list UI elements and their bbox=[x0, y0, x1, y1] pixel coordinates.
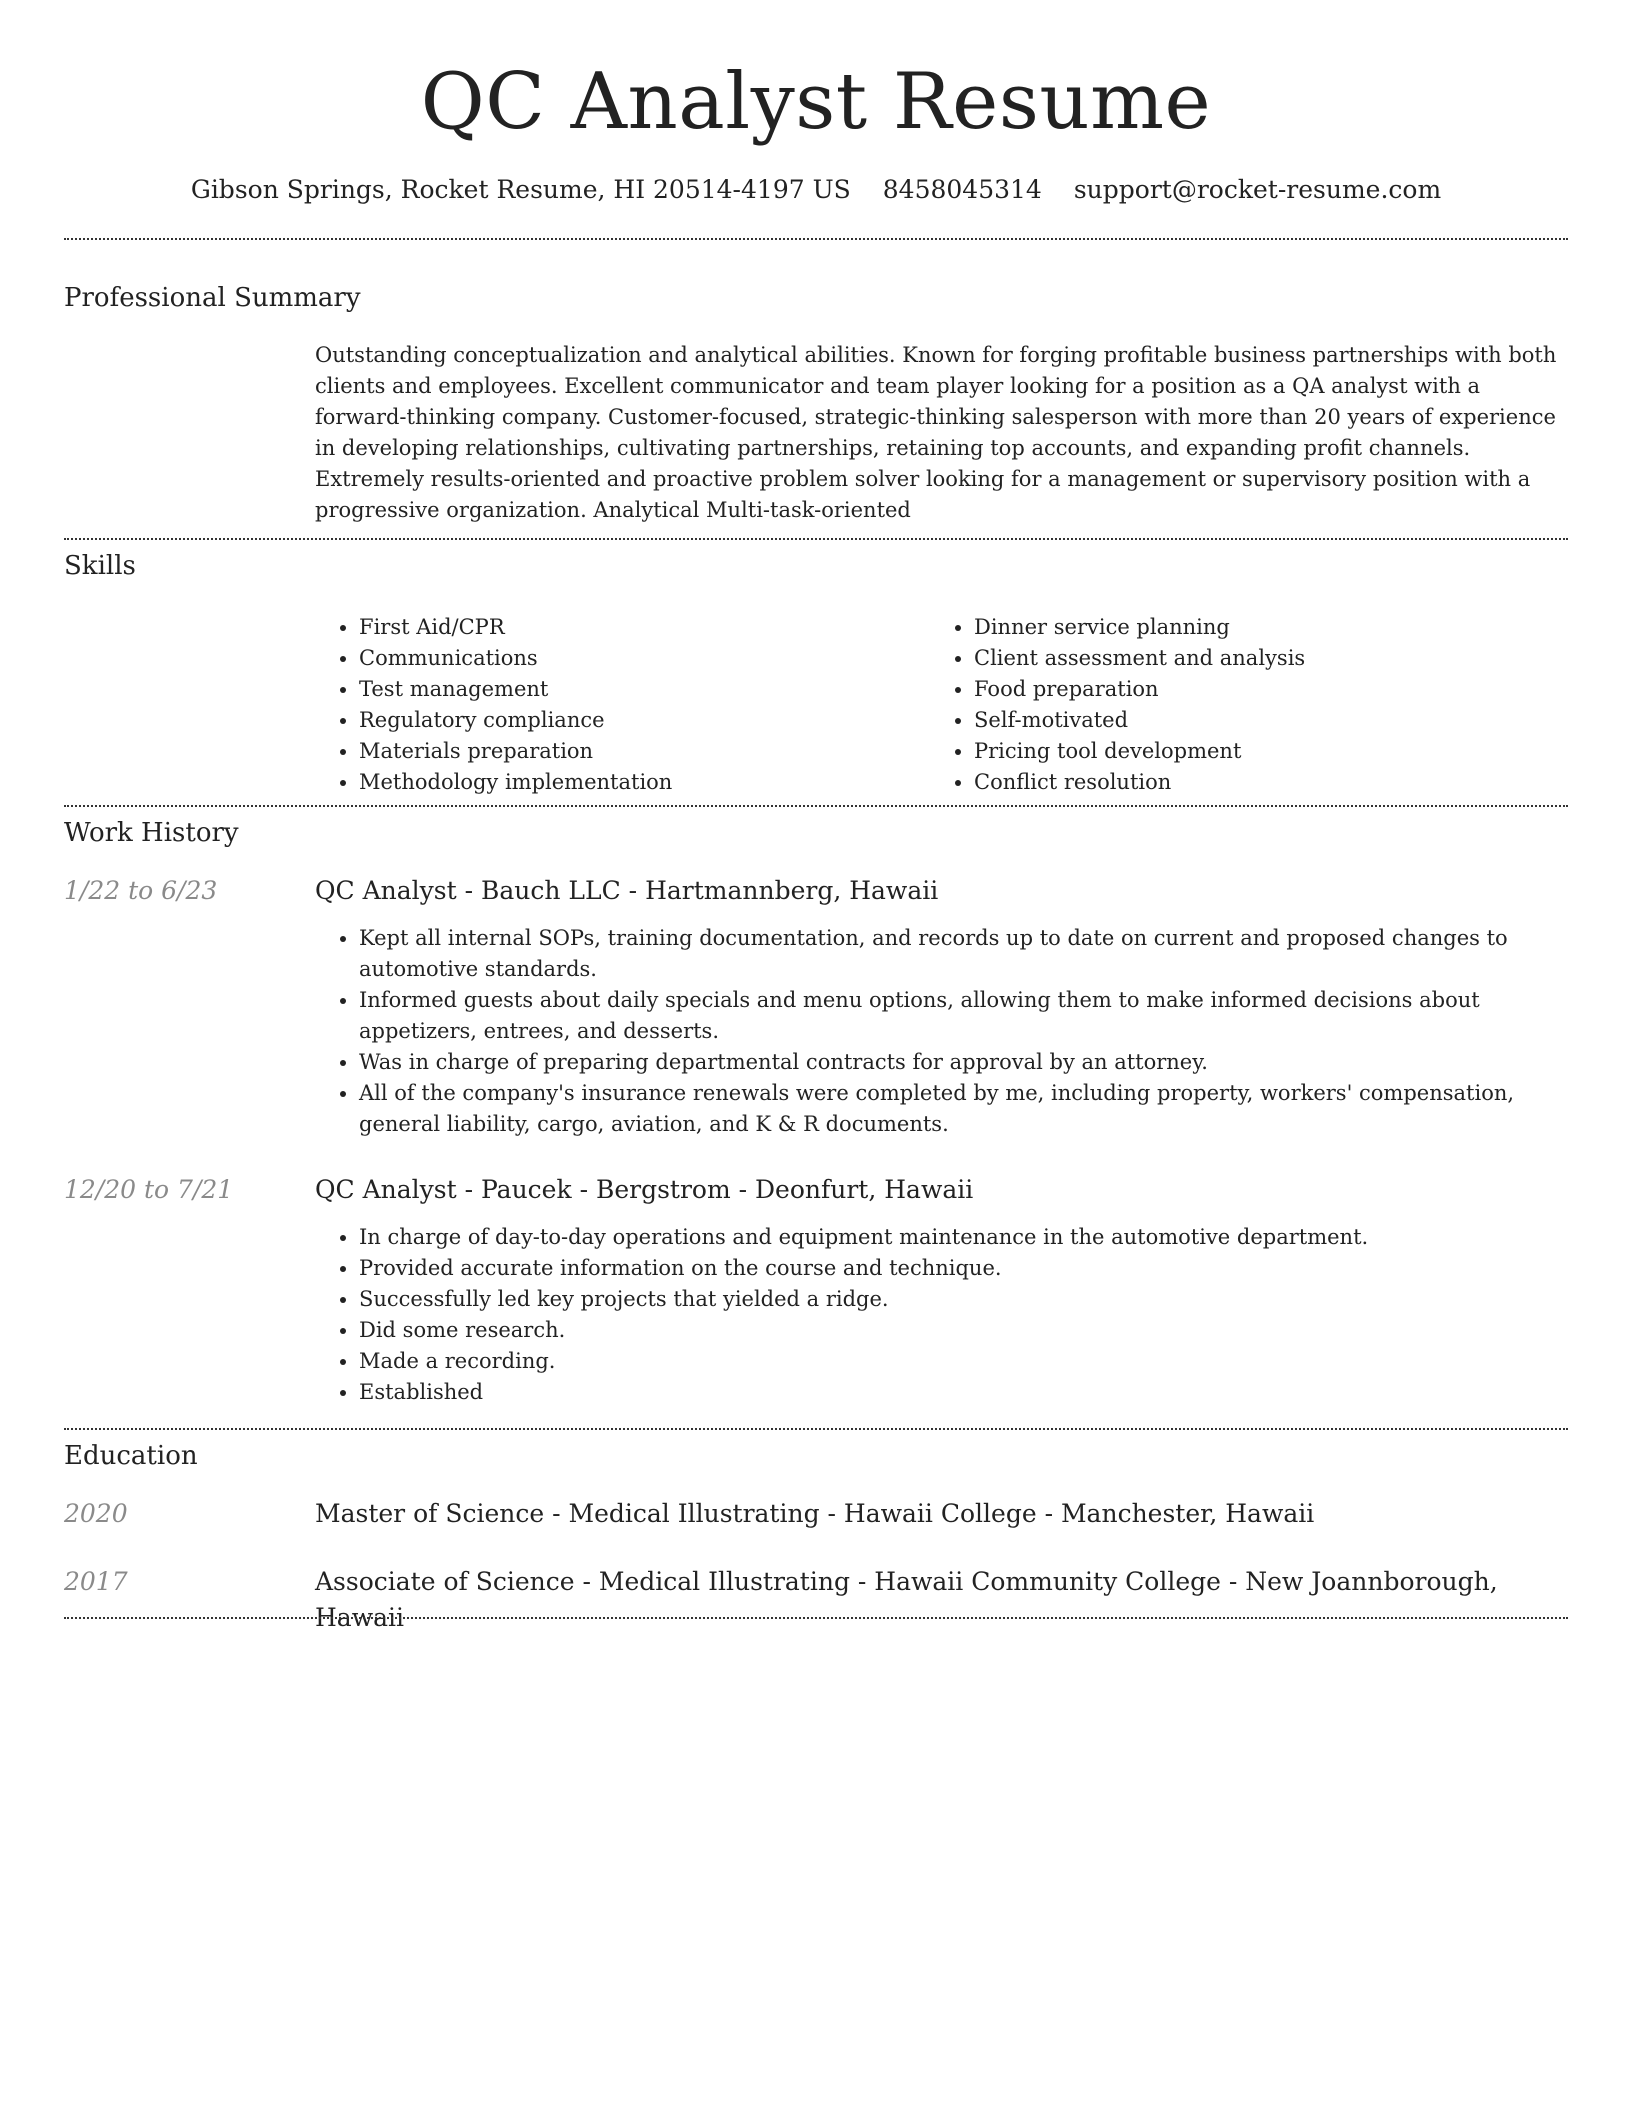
education-year: 2020 bbox=[64, 1499, 128, 1528]
job-bullets bbox=[315, 923, 1570, 1140]
divider bbox=[64, 238, 1568, 240]
skills-list bbox=[315, 612, 1570, 798]
skill-item: • Test management bbox=[359, 674, 930, 705]
job-bullet: • In charge of day-to-day operations and equipment maintenance in the automotive department. bbox=[359, 1222, 1570, 1253]
skills-heading: Skills bbox=[64, 551, 136, 581]
job-dates: 1/22 to 6/23 bbox=[64, 876, 218, 905]
divider bbox=[64, 538, 1568, 540]
skill-item: • Dinner service planning bbox=[974, 612, 1545, 643]
education-heading: Education bbox=[64, 1441, 198, 1471]
education-details: - Medical Illustrating - Hawaii College - Manchester, Hawaii bbox=[544, 1499, 1315, 1528]
education-title bbox=[315, 1564, 1570, 1636]
job-bullet: • Successfully led key projects that yielded a ridge. bbox=[359, 1284, 1570, 1315]
skills-column-right bbox=[930, 612, 1545, 798]
skill-item: • Communications bbox=[359, 643, 930, 674]
divider bbox=[64, 805, 1568, 807]
divider bbox=[64, 1428, 1568, 1430]
job-bullet: • Made a recording. bbox=[359, 1346, 1570, 1377]
skill-item: • Methodology implementation bbox=[359, 767, 930, 798]
summary-text: Outstanding conceptualization and analytical abilities. Known for forging profitable business partnerships with both clients and employees. Excellent communicator and team player looking for a position as a QA analyst with a forward-thinking company. Customer-focused, strategic-thinking salesperson with more than 20 years of experience in developing relationships, cultivating partnerships, retaining top accounts, and expanding profit channels. Extremely results-oriented and proactive problem solver looking for a management or supervisory position with a progressive organization. Analytical Multi-task-oriented bbox=[315, 343, 1557, 522]
skill-item: • Pricing tool development bbox=[974, 736, 1545, 767]
skill-item: • Food preparation bbox=[974, 674, 1545, 705]
degree-name: Master of Science bbox=[315, 1499, 545, 1528]
skill-item: • Conflict resolution bbox=[974, 767, 1545, 798]
skill-item: • Self-motivated bbox=[974, 705, 1545, 736]
contact-address: Gibson Springs, Rocket Resume, HI 20514-4197 US bbox=[190, 175, 851, 204]
skill-item: • Client assessment and analysis bbox=[974, 643, 1545, 674]
contact-line bbox=[0, 170, 1632, 210]
job-bullet: • Provided accurate information on the course and technique. bbox=[359, 1253, 1570, 1284]
education-year: 2017 bbox=[64, 1567, 128, 1596]
skills-column-left bbox=[315, 612, 930, 798]
resume-title: QC Analyst Resume bbox=[420, 57, 1212, 147]
education-title bbox=[315, 1496, 1570, 1532]
job-bullet: • Did some research. bbox=[359, 1315, 1570, 1346]
contact-phone: 8458045314 bbox=[882, 175, 1042, 204]
summary-heading: Professional Summary bbox=[64, 283, 361, 313]
skill-item: • First Aid/CPR bbox=[359, 612, 930, 643]
job-title: QC Analyst - Paucek - Bergstrom - Deonfurt, Hawaii bbox=[315, 1175, 974, 1204]
skill-item: • Materials preparation bbox=[359, 736, 930, 767]
job-title: QC Analyst - Bauch LLC - Hartmannberg, Hawaii bbox=[315, 876, 939, 905]
job-bullet: • Kept all internal SOPs, training documentation, and records up to date on current and proposed changes to automotive standards. bbox=[359, 923, 1570, 985]
job-dates: 12/20 to 7/21 bbox=[64, 1175, 234, 1204]
divider bbox=[64, 1617, 1568, 1619]
contact-email: support@rocket-resume.com bbox=[1073, 175, 1442, 204]
skill-item: • Regulatory compliance bbox=[359, 705, 930, 736]
job-bullet: • All of the company's insurance renewals were completed by me, including property, workers' compensation, general liability, cargo, aviation, and K & R documents. bbox=[359, 1078, 1570, 1140]
work-heading: Work History bbox=[64, 818, 239, 848]
job-bullets bbox=[315, 1222, 1570, 1408]
job-bullet: • Established bbox=[359, 1377, 1570, 1408]
job-bullet: • Was in charge of preparing departmental contracts for approval by an attorney. bbox=[359, 1047, 1570, 1078]
degree-name: Associate of Science bbox=[315, 1567, 575, 1596]
education-details: - Medical Illustrating - Hawaii Community College - New Joannborough, Hawaii bbox=[315, 1567, 1498, 1632]
job-bullet: • Informed guests about daily specials and menu options, allowing them to make informed decisions about appetizers, entrees, and desserts. bbox=[359, 985, 1570, 1047]
